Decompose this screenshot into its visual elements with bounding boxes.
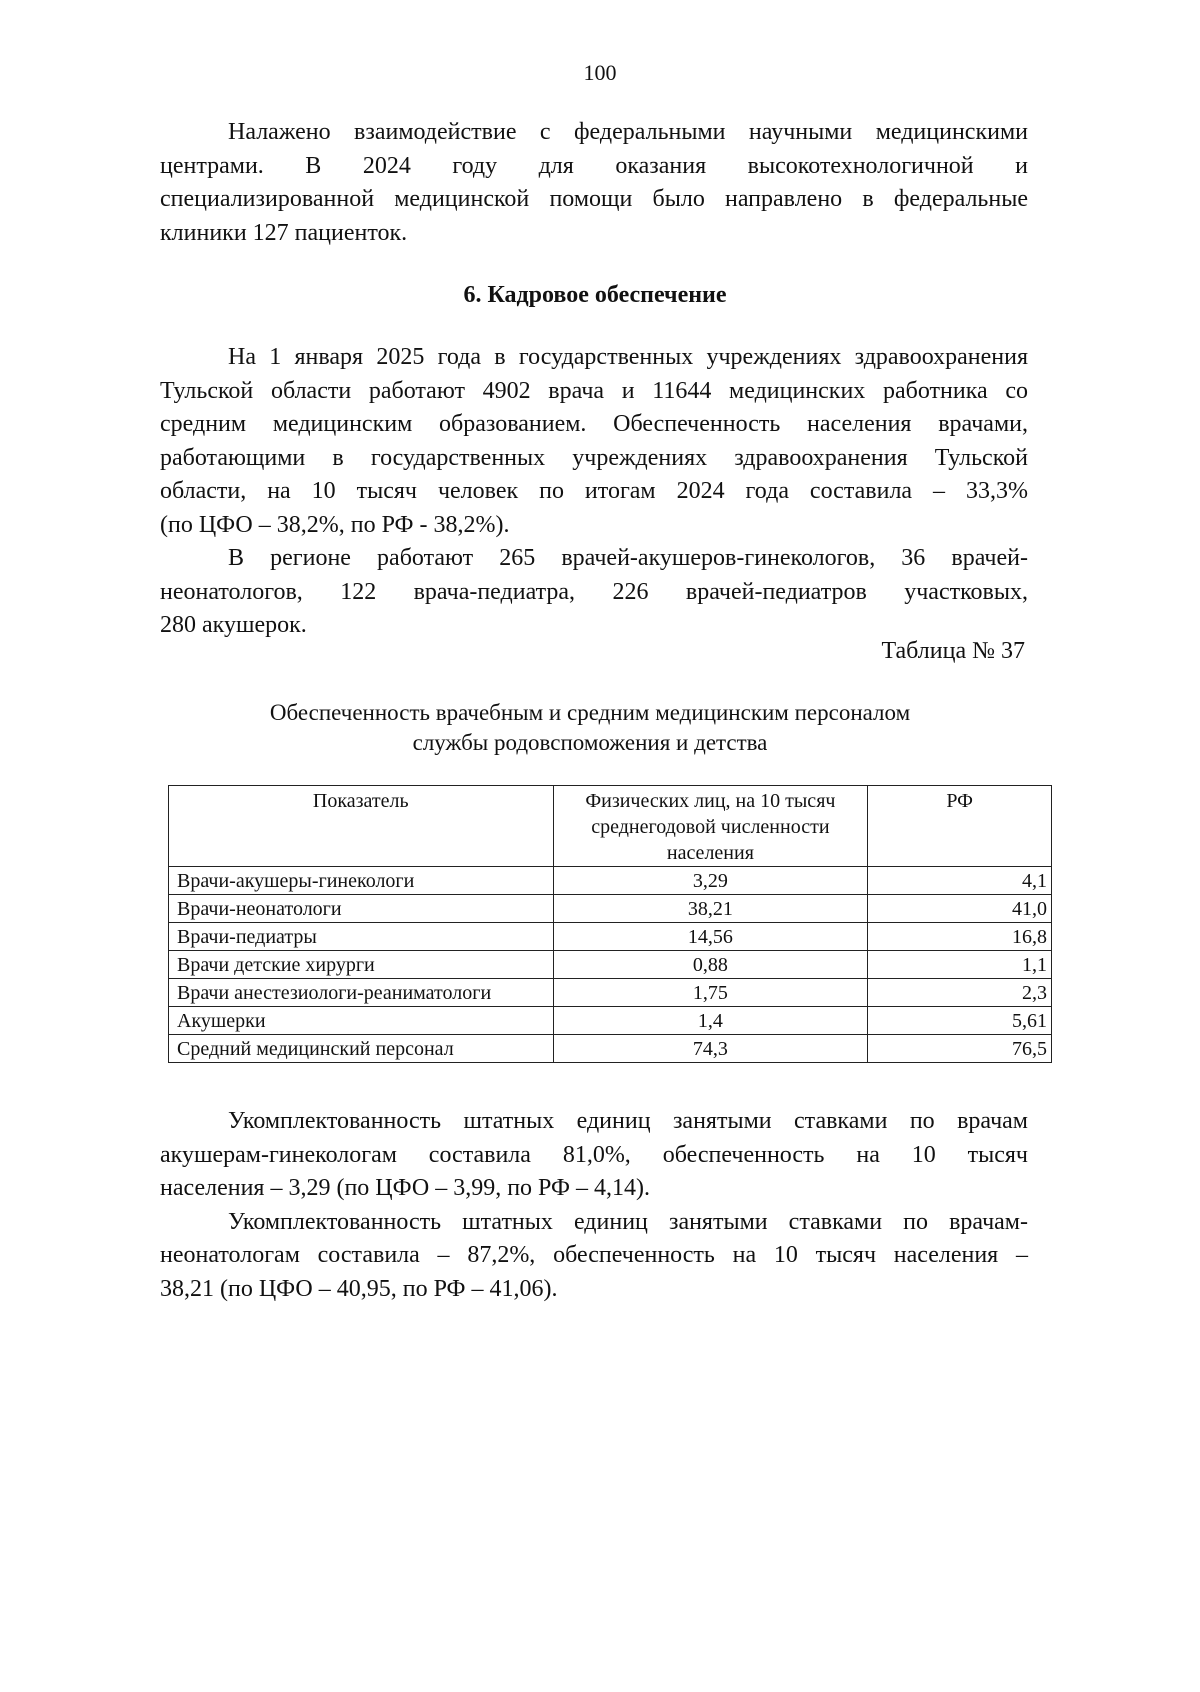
- cell-indicator: Акушерки: [169, 1007, 554, 1035]
- text-line: Налажено взаимодействие с федеральными научными медицинскими: [228, 119, 1028, 145]
- cell-rf: 41,0: [868, 895, 1052, 923]
- cell-value: 38,21: [553, 895, 868, 923]
- text-line: средним медицинским образованием. Обеспеченность населения врачами,: [160, 411, 1028, 437]
- cell-value: 14,56: [553, 923, 868, 951]
- cell-rf: 5,61: [868, 1007, 1052, 1035]
- text-line: акушерам-гинекологам составила 81,0%, обеспеченность на 10 тысяч: [160, 1141, 1028, 1168]
- text-line: центрами. В 2024 году для оказания высокотехнологичной и: [160, 152, 1028, 179]
- cell-value: 74,3: [553, 1035, 868, 1063]
- text-line: Укомплектованность штатных единиц занятыми ставками по врачам: [228, 1108, 1028, 1134]
- text-line: населения – 3,29 (по ЦФО – 3,99, по РФ – 4,14).: [160, 1175, 650, 1201]
- section-heading: 6. Кадровое обеспечение: [463, 282, 727, 308]
- text-line: неонатологам составила – 87,2%, обеспеченность на 10 тысяч населения –: [160, 1242, 1028, 1268]
- staffing-table: [168, 785, 1052, 1063]
- table-header-row: [169, 786, 1052, 867]
- table-row: [169, 895, 1052, 923]
- cell-indicator: Врачи-неонатологи: [169, 895, 554, 923]
- table-title-line: службы родовспоможения и детства: [412, 730, 768, 755]
- header-rf: РФ: [868, 786, 1052, 867]
- text-line: 38,21 (по ЦФО – 40,95, по РФ – 41,06).: [160, 1275, 558, 1302]
- text-line: В регионе работают 265 врачей-акушеров-гинекологов, 36 врачей-: [228, 545, 1028, 571]
- cell-indicator: Врачи-педиатры: [169, 923, 554, 951]
- cell-indicator: Врачи детские хирурги: [169, 951, 554, 979]
- text-line: Тульской области работают 4902 врача и 11644 медицинских работника со: [160, 377, 1028, 404]
- intro-paragraph: [160, 116, 1028, 250]
- cell-rf: 4,1: [868, 867, 1052, 895]
- cell-value: 1,75: [553, 979, 868, 1007]
- table-row: [169, 1035, 1052, 1063]
- cell-rf: 76,5: [868, 1035, 1052, 1063]
- table-row: [169, 979, 1052, 1007]
- text-line: специализированной медицинской помощи было направлено в федеральные: [160, 186, 1028, 212]
- staff-paragraph: [160, 341, 1028, 643]
- cell-value: 0,88: [553, 951, 868, 979]
- text-line: неонатологов, 122 врача-педиатра, 226 врачей-педиатров участковых,: [160, 578, 1028, 605]
- text-line: работающими в государственных учреждениях здравоохранения Тульской: [160, 444, 1028, 471]
- cell-indicator: Врачи анестезиологи-реаниматологи: [169, 979, 554, 1007]
- table-row: [169, 867, 1052, 895]
- text-line: На 1 января 2025 года в государственных учреждениях здравоохранения: [228, 344, 1028, 370]
- text-line: области, на 10 тысяч человек по итогам 2024 года составила – 33,3%: [160, 478, 1028, 504]
- cell-value: 1,4: [553, 1007, 868, 1035]
- table-title: [0, 698, 1180, 758]
- obgyn-paragraph: [160, 1105, 1028, 1306]
- page-number: 100: [583, 60, 617, 85]
- table-row: [169, 951, 1052, 979]
- cell-rf: 2,3: [868, 979, 1052, 1007]
- cell-rf: 1,1: [868, 951, 1052, 979]
- cell-value: 3,29: [553, 867, 868, 895]
- text-line: 280 акушерок.: [160, 612, 307, 638]
- table-number: Таблица № 37: [881, 638, 1025, 664]
- cell-indicator: Средний медицинский персонал: [169, 1035, 554, 1063]
- table-row: [169, 923, 1052, 951]
- cell-indicator: Врачи-акушеры-гинекологи: [169, 867, 554, 895]
- header-indicator: Показатель: [169, 786, 554, 867]
- text-line: (по ЦФО – 38,2%, по РФ - 38,2%).: [160, 511, 510, 538]
- table-title-line: Обеспеченность врачебным и средним медицинским персоналом: [269, 700, 911, 725]
- cell-rf: 16,8: [868, 923, 1052, 951]
- text-line: клиники 127 пациенток.: [160, 219, 408, 246]
- table-row: [169, 1007, 1052, 1035]
- header-per-10k: Физических лиц, на 10 тысяч среднегодовой численности населения: [553, 786, 868, 867]
- text-line: Укомплектованность штатных единиц занятыми ставками по врачам-: [228, 1208, 1028, 1235]
